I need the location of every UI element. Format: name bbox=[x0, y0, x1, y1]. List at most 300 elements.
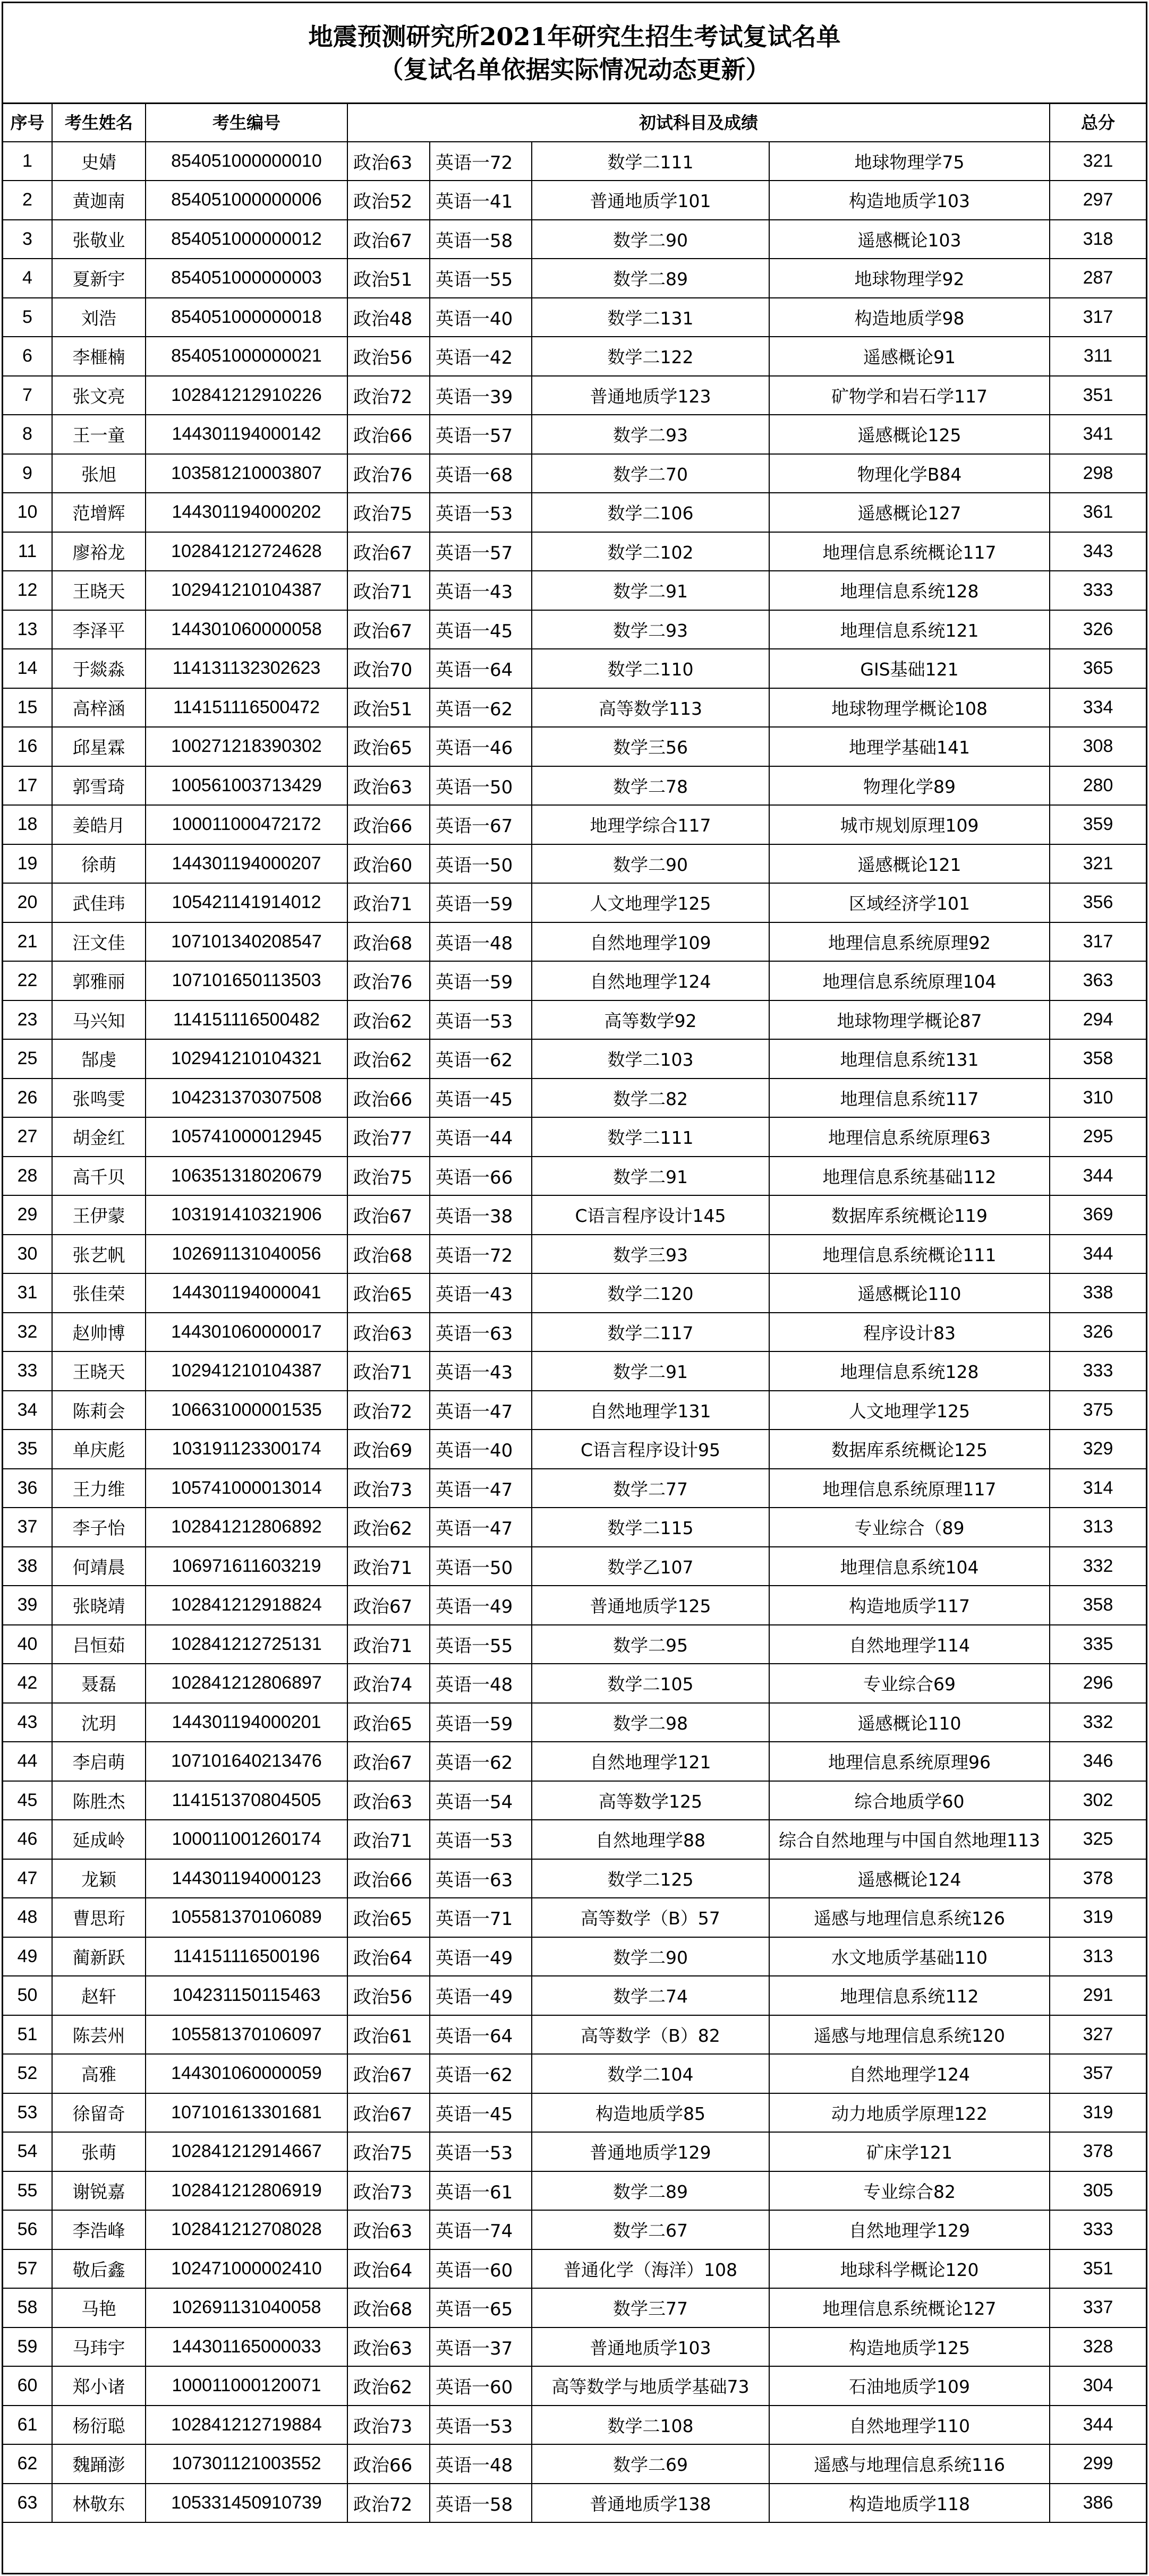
cell-name: 马玮宇 bbox=[52, 2327, 146, 2367]
cell-politics-score: 政治63 bbox=[347, 1313, 430, 1352]
table-row bbox=[3, 1820, 1146, 1859]
cell-candidate-id: 114151116500472 bbox=[146, 688, 347, 728]
cell-name: 徐萌 bbox=[52, 844, 146, 884]
cell-index: 17 bbox=[3, 766, 52, 806]
cell-total-score: 298 bbox=[1050, 454, 1146, 493]
table-row bbox=[3, 2093, 1146, 2133]
cell-index: 23 bbox=[3, 1000, 52, 1040]
cell-candidate-id: 105421141914012 bbox=[146, 883, 347, 922]
cell-politics-score: 政治62 bbox=[347, 1000, 430, 1040]
cell-total-score: 375 bbox=[1050, 1391, 1146, 1430]
table-row bbox=[3, 1195, 1146, 1235]
cell-subject3-score: 数学二102 bbox=[532, 532, 769, 571]
cell-subject4-score: 地理信息系统原理117 bbox=[769, 1469, 1050, 1508]
table-row bbox=[3, 2249, 1146, 2289]
cell-candidate-id: 104231370307508 bbox=[146, 1079, 347, 1118]
cell-index: 30 bbox=[3, 1235, 52, 1274]
title-block bbox=[3, 3, 1146, 104]
cell-index: 10 bbox=[3, 493, 52, 532]
cell-index: 20 bbox=[3, 883, 52, 922]
cell-total-score: 334 bbox=[1050, 688, 1146, 728]
cell-english-score: 英语一49 bbox=[430, 1976, 532, 2015]
table-row bbox=[3, 922, 1146, 962]
cell-total-score: 318 bbox=[1050, 220, 1146, 259]
cell-total-score: 311 bbox=[1050, 337, 1146, 376]
cell-candidate-id: 107101650113503 bbox=[146, 961, 347, 1000]
cell-english-score: 英语一62 bbox=[430, 688, 532, 728]
cell-subject3-score: 普通地质学101 bbox=[532, 181, 769, 220]
cell-total-score: 359 bbox=[1050, 805, 1146, 844]
cell-total-score: 317 bbox=[1050, 922, 1146, 962]
cell-subject4-score: 遥感概论110 bbox=[769, 1273, 1050, 1313]
cell-politics-score: 政治51 bbox=[347, 259, 430, 298]
cell-english-score: 英语一46 bbox=[430, 727, 532, 766]
table-row bbox=[3, 1859, 1146, 1898]
header-name: 考生姓名 bbox=[52, 102, 146, 142]
cell-name: 史婧 bbox=[52, 142, 146, 181]
cell-subject4-score: 地理信息系统121 bbox=[769, 610, 1050, 649]
cell-index: 1 bbox=[3, 142, 52, 181]
cell-candidate-id: 102841212806897 bbox=[146, 1664, 347, 1703]
cell-politics-score: 政治71 bbox=[347, 1547, 430, 1586]
cell-candidate-id: 114151116500482 bbox=[146, 1000, 347, 1040]
cell-index: 63 bbox=[3, 2484, 52, 2523]
cell-subject4-score: 自然地理学110 bbox=[769, 2406, 1050, 2445]
table-row bbox=[3, 2484, 1146, 2523]
cell-index: 8 bbox=[3, 415, 52, 454]
table-row bbox=[3, 2132, 1146, 2171]
cell-english-score: 英语一43 bbox=[430, 1351, 532, 1391]
cell-total-score: 287 bbox=[1050, 259, 1146, 298]
cell-subject3-score: 普通地质学129 bbox=[532, 2132, 769, 2171]
cell-subject3-score: 数学二111 bbox=[532, 142, 769, 181]
cell-english-score: 英语一50 bbox=[430, 1547, 532, 1586]
cell-politics-score: 政治65 bbox=[347, 1703, 430, 1742]
cell-index: 49 bbox=[3, 1937, 52, 1976]
cell-index: 26 bbox=[3, 1079, 52, 1118]
cell-subject3-score: 数学二74 bbox=[532, 1976, 769, 2015]
cell-name: 龙颖 bbox=[52, 1859, 146, 1898]
cell-candidate-id: 144301194000041 bbox=[146, 1273, 347, 1313]
cell-subject3-score: 数学二95 bbox=[532, 1625, 769, 1664]
cell-total-score: 321 bbox=[1050, 142, 1146, 181]
cell-subject3-score: 高等数学125 bbox=[532, 1781, 769, 1820]
cell-subject4-score: 矿床学121 bbox=[769, 2132, 1050, 2171]
cell-subject4-score: 专业综合（89 bbox=[769, 1508, 1050, 1547]
cell-subject4-score: 地球物理学概论108 bbox=[769, 688, 1050, 728]
cell-politics-score: 政治64 bbox=[347, 2249, 430, 2289]
cell-subject4-score: 数据库系统概论125 bbox=[769, 1430, 1050, 1469]
cell-subject3-score: 数学二67 bbox=[532, 2210, 769, 2249]
cell-subject4-score: 程序设计83 bbox=[769, 1313, 1050, 1352]
cell-name: 杨衍聪 bbox=[52, 2406, 146, 2445]
cell-politics-score: 政治62 bbox=[347, 1508, 430, 1547]
cell-index: 11 bbox=[3, 532, 52, 571]
cell-politics-score: 政治67 bbox=[347, 220, 430, 259]
cell-candidate-id: 854051000000021 bbox=[146, 337, 347, 376]
cell-subject3-score: 自然地理学109 bbox=[532, 922, 769, 962]
cell-politics-score: 政治75 bbox=[347, 1157, 430, 1196]
cell-name: 姜皓月 bbox=[52, 805, 146, 844]
cell-politics-score: 政治66 bbox=[347, 2444, 430, 2484]
cell-total-score: 361 bbox=[1050, 493, 1146, 532]
cell-subject3-score: 数学二115 bbox=[532, 1508, 769, 1547]
cell-index: 39 bbox=[3, 1586, 52, 1625]
cell-total-score: 295 bbox=[1050, 1117, 1146, 1157]
cell-subject3-score: 自然地理学88 bbox=[532, 1820, 769, 1859]
cell-name: 高千贝 bbox=[52, 1157, 146, 1196]
cell-subject3-score: 普通地质学123 bbox=[532, 376, 769, 415]
cell-politics-score: 政治67 bbox=[347, 610, 430, 649]
cell-subject3-score: 高等数学（B）57 bbox=[532, 1898, 769, 1937]
cell-subject3-score: 数学二111 bbox=[532, 1117, 769, 1157]
cell-english-score: 英语一72 bbox=[430, 1235, 532, 1274]
table-row bbox=[3, 1508, 1146, 1547]
cell-english-score: 英语一47 bbox=[430, 1391, 532, 1430]
candidate-table bbox=[3, 102, 1146, 2523]
cell-candidate-id: 144301060000017 bbox=[146, 1313, 347, 1352]
cell-total-score: 332 bbox=[1050, 1703, 1146, 1742]
cell-subject4-score: GIS基础121 bbox=[769, 649, 1050, 688]
cell-subject3-score: 高等数学92 bbox=[532, 1000, 769, 1040]
cell-name: 张艺帆 bbox=[52, 1235, 146, 1274]
cell-index: 38 bbox=[3, 1547, 52, 1586]
cell-subject4-score: 遥感与地理信息系统120 bbox=[769, 2015, 1050, 2055]
cell-name: 廖裕龙 bbox=[52, 532, 146, 571]
cell-total-score: 337 bbox=[1050, 2288, 1146, 2327]
cell-subject4-score: 数据库系统概论119 bbox=[769, 1195, 1050, 1235]
cell-candidate-id: 854051000000010 bbox=[146, 142, 347, 181]
table-row bbox=[3, 727, 1146, 766]
cell-politics-score: 政治71 bbox=[347, 571, 430, 610]
cell-name: 武佳玮 bbox=[52, 883, 146, 922]
cell-subject4-score: 矿物学和岩石学117 bbox=[769, 376, 1050, 415]
table-row bbox=[3, 649, 1146, 688]
cell-name: 郑小诸 bbox=[52, 2366, 146, 2406]
cell-index: 58 bbox=[3, 2288, 52, 2327]
cell-total-score: 304 bbox=[1050, 2366, 1146, 2406]
cell-subject4-score: 物理化学B84 bbox=[769, 454, 1050, 493]
cell-politics-score: 政治65 bbox=[347, 727, 430, 766]
table-row bbox=[3, 1157, 1146, 1196]
table-row bbox=[3, 688, 1146, 728]
cell-subject4-score: 遥感与地理信息系统126 bbox=[769, 1898, 1050, 1937]
cell-index: 57 bbox=[3, 2249, 52, 2289]
cell-subject3-score: 数学三93 bbox=[532, 1235, 769, 1274]
cell-english-score: 英语一40 bbox=[430, 298, 532, 337]
cell-candidate-id: 144301194000202 bbox=[146, 493, 347, 532]
cell-subject3-score: 数学二93 bbox=[532, 610, 769, 649]
cell-index: 21 bbox=[3, 922, 52, 962]
cell-english-score: 英语一66 bbox=[430, 1157, 532, 1196]
cell-candidate-id: 103191410321906 bbox=[146, 1195, 347, 1235]
cell-subject4-score: 遥感概论127 bbox=[769, 493, 1050, 532]
cell-total-score: 327 bbox=[1050, 2015, 1146, 2055]
cell-name: 黄迦南 bbox=[52, 181, 146, 220]
cell-name: 李浩峰 bbox=[52, 2210, 146, 2249]
cell-english-score: 英语一47 bbox=[430, 1469, 532, 1508]
cell-total-score: 329 bbox=[1050, 1430, 1146, 1469]
cell-candidate-id: 106631000001535 bbox=[146, 1391, 347, 1430]
cell-index: 42 bbox=[3, 1664, 52, 1703]
cell-politics-score: 政治71 bbox=[347, 1820, 430, 1859]
cell-politics-score: 政治63 bbox=[347, 142, 430, 181]
cell-name: 郜虔 bbox=[52, 1039, 146, 1079]
cell-total-score: 310 bbox=[1050, 1079, 1146, 1118]
table-row bbox=[3, 1664, 1146, 1703]
cell-subject4-score: 构造地质学118 bbox=[769, 2484, 1050, 2523]
cell-name: 谢锐嘉 bbox=[52, 2171, 146, 2211]
table-row bbox=[3, 1079, 1146, 1118]
cell-subject3-score: 构造地质学85 bbox=[532, 2093, 769, 2133]
cell-candidate-id: 100011000120071 bbox=[146, 2366, 347, 2406]
table-row bbox=[3, 766, 1146, 806]
cell-subject3-score: 自然地理学121 bbox=[532, 1742, 769, 1781]
table-row bbox=[3, 2171, 1146, 2211]
table-row bbox=[3, 1351, 1146, 1391]
cell-name: 王晓天 bbox=[52, 1351, 146, 1391]
cell-total-score: 317 bbox=[1050, 298, 1146, 337]
table-row bbox=[3, 844, 1146, 884]
cell-total-score: 341 bbox=[1050, 415, 1146, 454]
cell-english-score: 英语一74 bbox=[430, 2210, 532, 2249]
cell-name: 李榧楠 bbox=[52, 337, 146, 376]
cell-index: 32 bbox=[3, 1313, 52, 1352]
cell-subject4-score: 构造地质学125 bbox=[769, 2327, 1050, 2367]
cell-politics-score: 政治76 bbox=[347, 961, 430, 1000]
cell-name: 李启萌 bbox=[52, 1742, 146, 1781]
cell-english-score: 英语一67 bbox=[430, 805, 532, 844]
cell-subject3-score: C语言程序设计95 bbox=[532, 1430, 769, 1469]
cell-politics-score: 政治69 bbox=[347, 1430, 430, 1469]
cell-index: 37 bbox=[3, 1508, 52, 1547]
cell-subject3-score: C语言程序设计145 bbox=[532, 1195, 769, 1235]
cell-english-score: 英语一72 bbox=[430, 142, 532, 181]
cell-politics-score: 政治62 bbox=[347, 1039, 430, 1079]
cell-subject4-score: 地理信息系统131 bbox=[769, 1039, 1050, 1079]
cell-subject4-score: 城市规划原理109 bbox=[769, 805, 1050, 844]
cell-total-score: 328 bbox=[1050, 2327, 1146, 2367]
cell-total-score: 344 bbox=[1050, 1157, 1146, 1196]
cell-total-score: 363 bbox=[1050, 961, 1146, 1000]
cell-index: 3 bbox=[3, 220, 52, 259]
cell-total-score: 365 bbox=[1050, 649, 1146, 688]
cell-name: 范增辉 bbox=[52, 493, 146, 532]
cell-politics-score: 政治71 bbox=[347, 1351, 430, 1391]
cell-total-score: 332 bbox=[1050, 1547, 1146, 1586]
cell-candidate-id: 144301194000142 bbox=[146, 415, 347, 454]
header-subjects: 初试科目及成绩 bbox=[347, 102, 1050, 142]
cell-total-score: 333 bbox=[1050, 2210, 1146, 2249]
cell-total-score: 333 bbox=[1050, 571, 1146, 610]
cell-total-score: 338 bbox=[1050, 1273, 1146, 1313]
table-row bbox=[3, 961, 1146, 1000]
cell-index: 28 bbox=[3, 1157, 52, 1196]
cell-politics-score: 政治68 bbox=[347, 2288, 430, 2327]
cell-index: 54 bbox=[3, 2132, 52, 2171]
cell-subject3-score: 普通化学（海洋）108 bbox=[532, 2249, 769, 2289]
cell-candidate-id: 100271218390302 bbox=[146, 727, 347, 766]
cell-total-score: 369 bbox=[1050, 1195, 1146, 1235]
cell-candidate-id: 105581370106097 bbox=[146, 2015, 347, 2055]
cell-index: 61 bbox=[3, 2406, 52, 2445]
table-row bbox=[3, 1547, 1146, 1586]
cell-index: 44 bbox=[3, 1742, 52, 1781]
cell-subject4-score: 遥感概论125 bbox=[769, 415, 1050, 454]
cell-name: 王力维 bbox=[52, 1469, 146, 1508]
cell-subject4-score: 构造地质学98 bbox=[769, 298, 1050, 337]
cell-total-score: 335 bbox=[1050, 1625, 1146, 1664]
cell-subject4-score: 石油地质学109 bbox=[769, 2366, 1050, 2406]
cell-english-score: 英语一53 bbox=[430, 2132, 532, 2171]
cell-index: 43 bbox=[3, 1703, 52, 1742]
cell-name: 李子怡 bbox=[52, 1508, 146, 1547]
document-title: 地震预测研究所2021年研究生招生考试复试名单 bbox=[308, 22, 841, 51]
cell-index: 48 bbox=[3, 1898, 52, 1937]
cell-name: 王伊蒙 bbox=[52, 1195, 146, 1235]
cell-subject4-score: 综合自然地理与中国自然地理113 bbox=[769, 1820, 1050, 1859]
cell-subject4-score: 地理信息系统原理104 bbox=[769, 961, 1050, 1000]
cell-total-score: 358 bbox=[1050, 1039, 1146, 1079]
cell-index: 4 bbox=[3, 259, 52, 298]
cell-politics-score: 政治67 bbox=[347, 1586, 430, 1625]
cell-candidate-id: 102841212918824 bbox=[146, 1586, 347, 1625]
table-row bbox=[3, 1703, 1146, 1742]
cell-index: 36 bbox=[3, 1469, 52, 1508]
cell-total-score: 326 bbox=[1050, 1313, 1146, 1352]
cell-candidate-id: 107101340208547 bbox=[146, 922, 347, 962]
cell-subject3-score: 数学二90 bbox=[532, 844, 769, 884]
cell-subject4-score: 自然地理学124 bbox=[769, 2054, 1050, 2093]
cell-politics-score: 政治73 bbox=[347, 2171, 430, 2211]
cell-subject3-score: 普通地质学103 bbox=[532, 2327, 769, 2367]
cell-english-score: 英语一53 bbox=[430, 1820, 532, 1859]
cell-candidate-id: 102841212724628 bbox=[146, 532, 347, 571]
cell-english-score: 英语一58 bbox=[430, 220, 532, 259]
cell-english-score: 英语一50 bbox=[430, 844, 532, 884]
cell-name: 于燚淼 bbox=[52, 649, 146, 688]
cell-subject3-score: 数学二104 bbox=[532, 2054, 769, 2093]
table-row bbox=[3, 1898, 1146, 1937]
cell-total-score: 319 bbox=[1050, 1898, 1146, 1937]
cell-subject4-score: 地球科学概论120 bbox=[769, 2249, 1050, 2289]
cell-candidate-id: 102941210104387 bbox=[146, 571, 347, 610]
cell-politics-score: 政治66 bbox=[347, 415, 430, 454]
cell-politics-score: 政治68 bbox=[347, 1235, 430, 1274]
cell-subject3-score: 人文地理学125 bbox=[532, 883, 769, 922]
cell-total-score: 325 bbox=[1050, 1820, 1146, 1859]
cell-subject3-score: 高等数学113 bbox=[532, 688, 769, 728]
cell-subject4-score: 遥感概论103 bbox=[769, 220, 1050, 259]
cell-subject3-score: 数学二90 bbox=[532, 1937, 769, 1976]
cell-english-score: 英语一65 bbox=[430, 2288, 532, 2327]
cell-candidate-id: 144301194000201 bbox=[146, 1703, 347, 1742]
table-row bbox=[3, 1000, 1146, 1040]
cell-english-score: 英语一40 bbox=[430, 1430, 532, 1469]
cell-total-score: 291 bbox=[1050, 1976, 1146, 2015]
header-total: 总分 bbox=[1050, 102, 1146, 142]
cell-english-score: 英语一60 bbox=[430, 2366, 532, 2406]
cell-subject4-score: 专业综合69 bbox=[769, 1664, 1050, 1703]
cell-subject4-score: 构造地质学117 bbox=[769, 1586, 1050, 1625]
cell-candidate-id: 114151116500196 bbox=[146, 1937, 347, 1976]
cell-candidate-id: 144301060000058 bbox=[146, 610, 347, 649]
table-row bbox=[3, 2288, 1146, 2327]
cell-english-score: 英语一55 bbox=[430, 259, 532, 298]
table-row bbox=[3, 1039, 1146, 1079]
table-row bbox=[3, 142, 1146, 181]
cell-subject4-score: 遥感与地理信息系统116 bbox=[769, 2444, 1050, 2484]
table-row bbox=[3, 454, 1146, 493]
cell-subject3-score: 数学二125 bbox=[532, 1859, 769, 1898]
table-row bbox=[3, 2406, 1146, 2445]
cell-subject4-score: 综合地质学60 bbox=[769, 1781, 1050, 1820]
cell-candidate-id: 854051000000006 bbox=[146, 181, 347, 220]
cell-politics-score: 政治71 bbox=[347, 1625, 430, 1664]
cell-english-score: 英语一57 bbox=[430, 532, 532, 571]
cell-politics-score: 政治75 bbox=[347, 493, 430, 532]
cell-english-score: 英语一62 bbox=[430, 1039, 532, 1079]
cell-politics-score: 政治63 bbox=[347, 2210, 430, 2249]
cell-total-score: 321 bbox=[1050, 844, 1146, 884]
cell-index: 40 bbox=[3, 1625, 52, 1664]
cell-total-score: 333 bbox=[1050, 1351, 1146, 1391]
cell-candidate-id: 107101613301681 bbox=[146, 2093, 347, 2133]
cell-index: 29 bbox=[3, 1195, 52, 1235]
cell-politics-score: 政治60 bbox=[347, 844, 430, 884]
table-row bbox=[3, 883, 1146, 922]
cell-subject3-score: 数学二120 bbox=[532, 1273, 769, 1313]
cell-name: 张文亮 bbox=[52, 376, 146, 415]
cell-politics-score: 政治67 bbox=[347, 532, 430, 571]
cell-english-score: 英语一44 bbox=[430, 1117, 532, 1157]
cell-candidate-id: 102841212719884 bbox=[146, 2406, 347, 2445]
cell-name: 敬后鑫 bbox=[52, 2249, 146, 2289]
cell-candidate-id: 114131132302623 bbox=[146, 649, 347, 688]
cell-english-score: 英语一45 bbox=[430, 2093, 532, 2133]
cell-candidate-id: 854051000000003 bbox=[146, 259, 347, 298]
cell-candidate-id: 144301060000059 bbox=[146, 2054, 347, 2093]
cell-total-score: 356 bbox=[1050, 883, 1146, 922]
cell-name: 王一童 bbox=[52, 415, 146, 454]
cell-candidate-id: 102841212806919 bbox=[146, 2171, 347, 2211]
cell-total-score: 378 bbox=[1050, 1859, 1146, 1898]
cell-english-score: 英语一41 bbox=[430, 181, 532, 220]
cell-politics-score: 政治64 bbox=[347, 1937, 430, 1976]
cell-politics-score: 政治67 bbox=[347, 2093, 430, 2133]
cell-english-score: 英语一38 bbox=[430, 1195, 532, 1235]
cell-name: 马兴知 bbox=[52, 1000, 146, 1040]
cell-politics-score: 政治67 bbox=[347, 1742, 430, 1781]
cell-index: 5 bbox=[3, 298, 52, 337]
cell-politics-score: 政治56 bbox=[347, 337, 430, 376]
cell-index: 15 bbox=[3, 688, 52, 728]
cell-english-score: 英语一63 bbox=[430, 1313, 532, 1352]
cell-candidate-id: 100011000472172 bbox=[146, 805, 347, 844]
cell-name: 陈胜杰 bbox=[52, 1781, 146, 1820]
cell-index: 46 bbox=[3, 1820, 52, 1859]
cell-name: 吕恒茹 bbox=[52, 1625, 146, 1664]
cell-index: 25 bbox=[3, 1039, 52, 1079]
cell-name: 马艳 bbox=[52, 2288, 146, 2327]
cell-index: 47 bbox=[3, 1859, 52, 1898]
cell-english-score: 英语一50 bbox=[430, 766, 532, 806]
cell-total-score: 343 bbox=[1050, 532, 1146, 571]
cell-name: 徐留奇 bbox=[52, 2093, 146, 2133]
cell-name: 李泽平 bbox=[52, 610, 146, 649]
table-row bbox=[3, 1391, 1146, 1430]
cell-english-score: 英语一64 bbox=[430, 2015, 532, 2055]
